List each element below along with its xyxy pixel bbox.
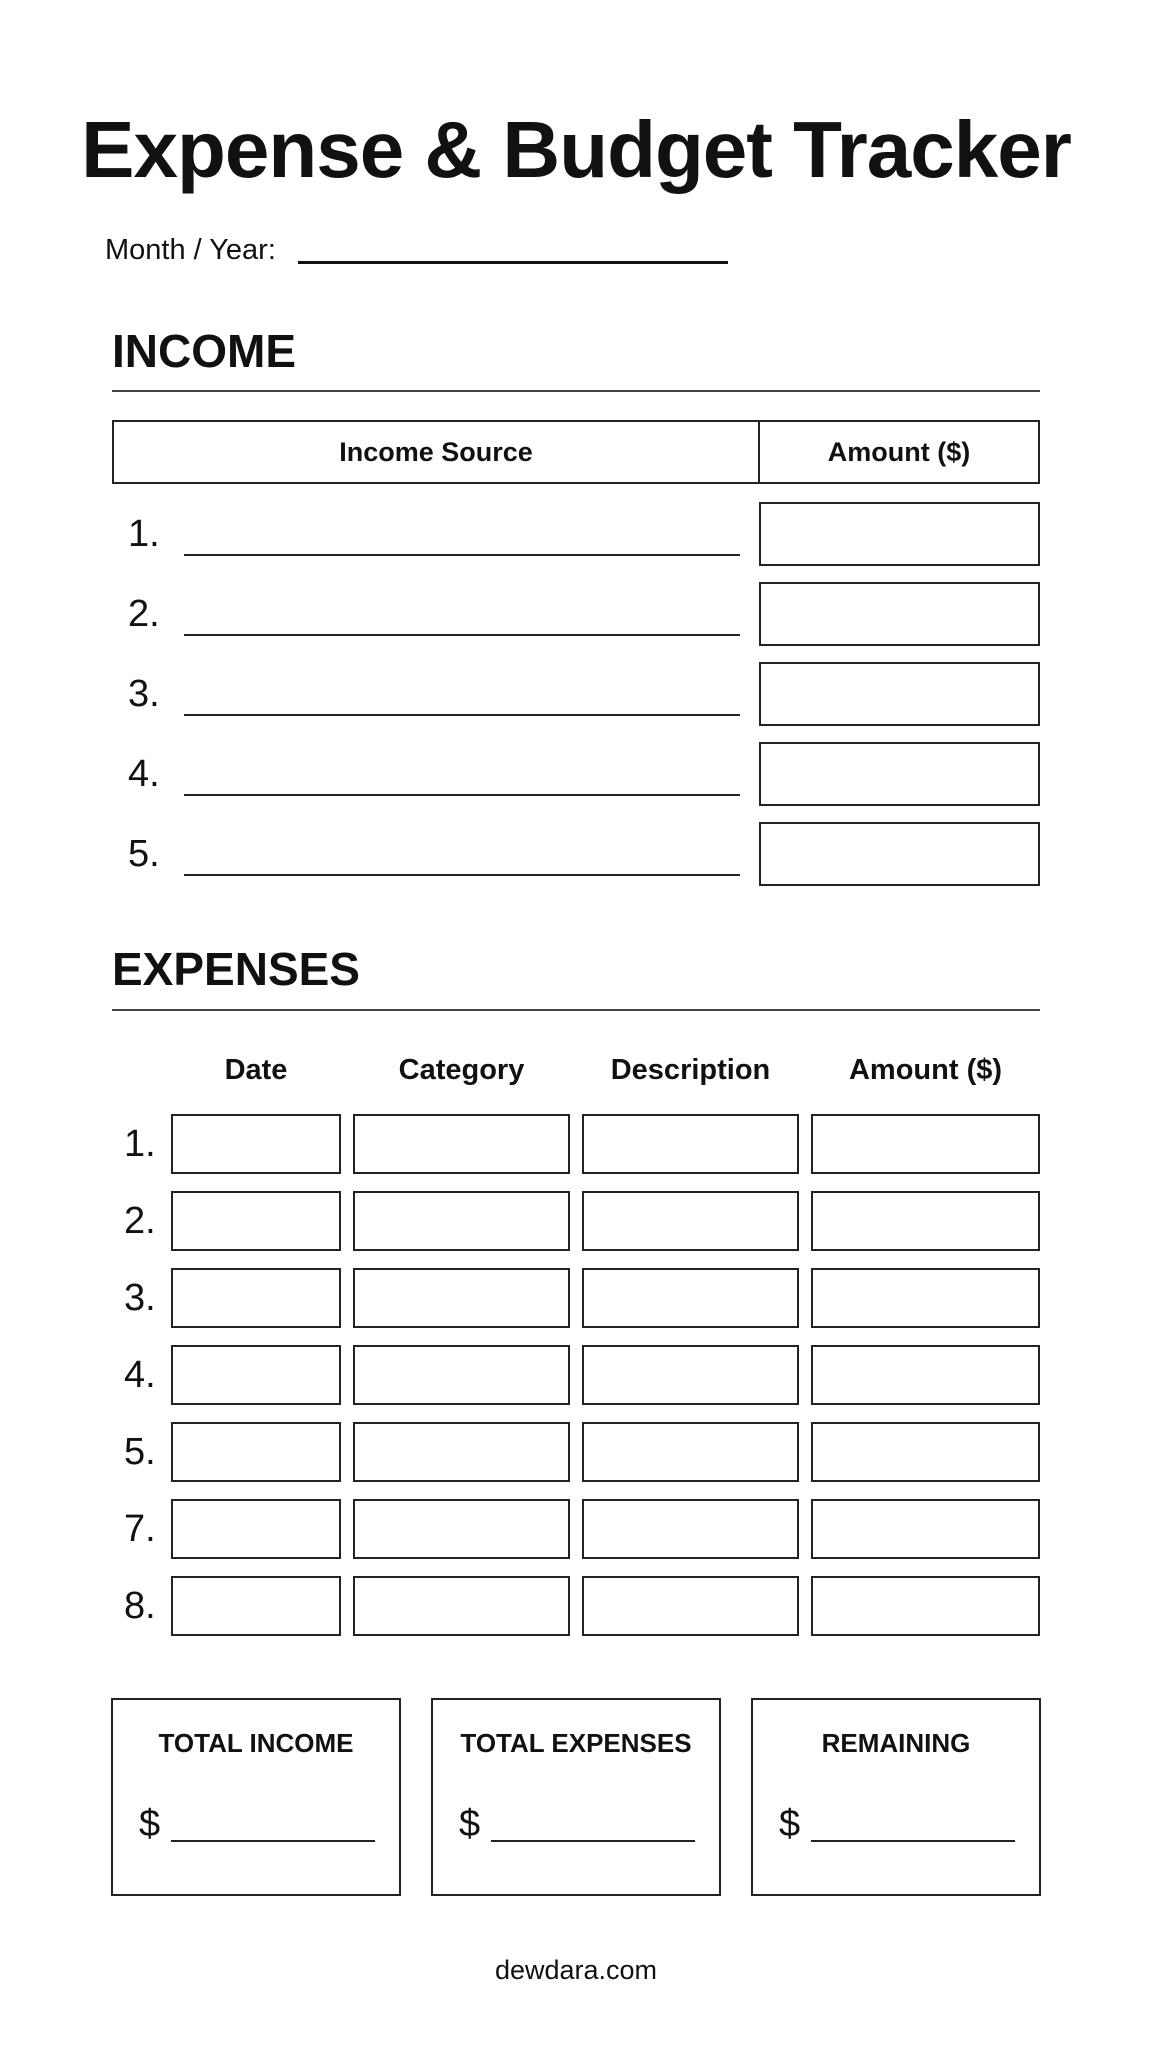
expense-date-field[interactable] — [171, 1345, 341, 1405]
total-income-label: TOTAL INCOME — [158, 1728, 354, 1758]
month-year-label: Month / Year: — [105, 234, 276, 266]
income-source-field[interactable] — [184, 554, 740, 556]
income-row-number: 5. — [128, 833, 160, 875]
expense-amount-field[interactable] — [811, 1114, 1040, 1174]
income-amount-field[interactable] — [759, 742, 1040, 806]
total-expenses-field[interactable] — [491, 1840, 695, 1842]
expense-category-field[interactable] — [353, 1576, 570, 1636]
expense-date-field[interactable] — [171, 1422, 341, 1482]
expenses-heading: EXPENSES — [112, 943, 360, 995]
income-row — [112, 822, 1040, 886]
expense-row-number: 1. — [124, 1123, 156, 1165]
income-source-field[interactable] — [184, 794, 740, 796]
expense-description-field[interactable] — [582, 1114, 799, 1174]
expense-row — [112, 1268, 1040, 1328]
expenses-divider — [112, 1009, 1040, 1011]
income-row-number: 2. — [128, 593, 160, 635]
expense-date-field[interactable] — [171, 1268, 341, 1328]
expense-amount-field[interactable] — [811, 1422, 1040, 1482]
month-year-field[interactable] — [298, 261, 728, 264]
expense-amount-field[interactable] — [811, 1499, 1040, 1559]
expense-category-field[interactable] — [353, 1345, 570, 1405]
expense-amount-field[interactable] — [811, 1191, 1040, 1251]
expense-description-field[interactable] — [582, 1499, 799, 1559]
income-heading: INCOME — [112, 325, 296, 377]
expense-row-number: 5. — [124, 1431, 156, 1473]
remaining-box — [751, 1698, 1041, 1896]
expense-category-field[interactable] — [353, 1114, 570, 1174]
expense-row-number: 3. — [124, 1277, 156, 1319]
expense-amount-field[interactable] — [811, 1268, 1040, 1328]
expense-category-field[interactable] — [353, 1268, 570, 1328]
income-divider — [112, 390, 1040, 392]
income-table-header — [112, 420, 1040, 484]
income-row — [112, 502, 1040, 566]
income-row-number: 4. — [128, 753, 160, 795]
expense-date-field[interactable] — [171, 1499, 341, 1559]
expense-row — [112, 1422, 1040, 1482]
remaining-field[interactable] — [811, 1840, 1015, 1842]
expense-description-header: Description — [610, 1054, 771, 1086]
income-amount-field[interactable] — [759, 502, 1040, 566]
expense-amount-header: Amount ($) — [848, 1054, 1003, 1086]
currency-symbol: $ — [459, 1803, 481, 1845]
income-amount-field[interactable] — [759, 582, 1040, 646]
total-expenses-label: TOTAL EXPENSES — [460, 1728, 692, 1758]
expense-description-field[interactable] — [582, 1422, 799, 1482]
footer-url: dewdara.com — [494, 1955, 658, 1985]
expense-date-field[interactable] — [171, 1576, 341, 1636]
total-income-box — [111, 1698, 401, 1896]
currency-symbol: $ — [779, 1803, 801, 1845]
income-source-field[interactable] — [184, 714, 740, 716]
income-row — [112, 662, 1040, 726]
income-row — [112, 582, 1040, 646]
currency-symbol: $ — [139, 1803, 161, 1845]
income-amount-field[interactable] — [759, 662, 1040, 726]
expense-row-number: 8. — [124, 1585, 156, 1627]
expense-date-header: Date — [224, 1054, 288, 1086]
expense-row — [112, 1345, 1040, 1405]
expense-amount-field[interactable] — [811, 1576, 1040, 1636]
expense-date-field[interactable] — [171, 1114, 341, 1174]
expense-date-field[interactable] — [171, 1191, 341, 1251]
income-source-field[interactable] — [184, 634, 740, 636]
expense-category-field[interactable] — [353, 1191, 570, 1251]
total-expenses-box — [431, 1698, 721, 1896]
total-income-field[interactable] — [171, 1840, 375, 1842]
expense-amount-field[interactable] — [811, 1345, 1040, 1405]
expense-row — [112, 1499, 1040, 1559]
expense-description-field[interactable] — [582, 1576, 799, 1636]
expense-row — [112, 1114, 1040, 1174]
expense-description-field[interactable] — [582, 1268, 799, 1328]
page-title: Expense & Budget Tracker — [81, 105, 1071, 194]
income-row — [112, 742, 1040, 806]
expense-description-field[interactable] — [582, 1191, 799, 1251]
expense-row-number: 7. — [124, 1508, 156, 1550]
expense-category-header: Category — [398, 1054, 525, 1086]
expense-row-number: 2. — [124, 1200, 156, 1242]
income-row-number: 3. — [128, 673, 160, 715]
expense-row-number: 4. — [124, 1354, 156, 1396]
expense-row — [112, 1191, 1040, 1251]
expense-row — [112, 1576, 1040, 1636]
expense-category-field[interactable] — [353, 1422, 570, 1482]
expense-category-field[interactable] — [353, 1499, 570, 1559]
expense-description-field[interactable] — [582, 1345, 799, 1405]
income-source-header: Income Source — [114, 422, 760, 482]
remaining-label: REMAINING — [821, 1728, 971, 1758]
income-source-field[interactable] — [184, 874, 740, 876]
income-amount-field[interactable] — [759, 822, 1040, 886]
income-amount-header: Amount ($) — [827, 436, 971, 467]
income-row-number: 1. — [128, 513, 160, 555]
